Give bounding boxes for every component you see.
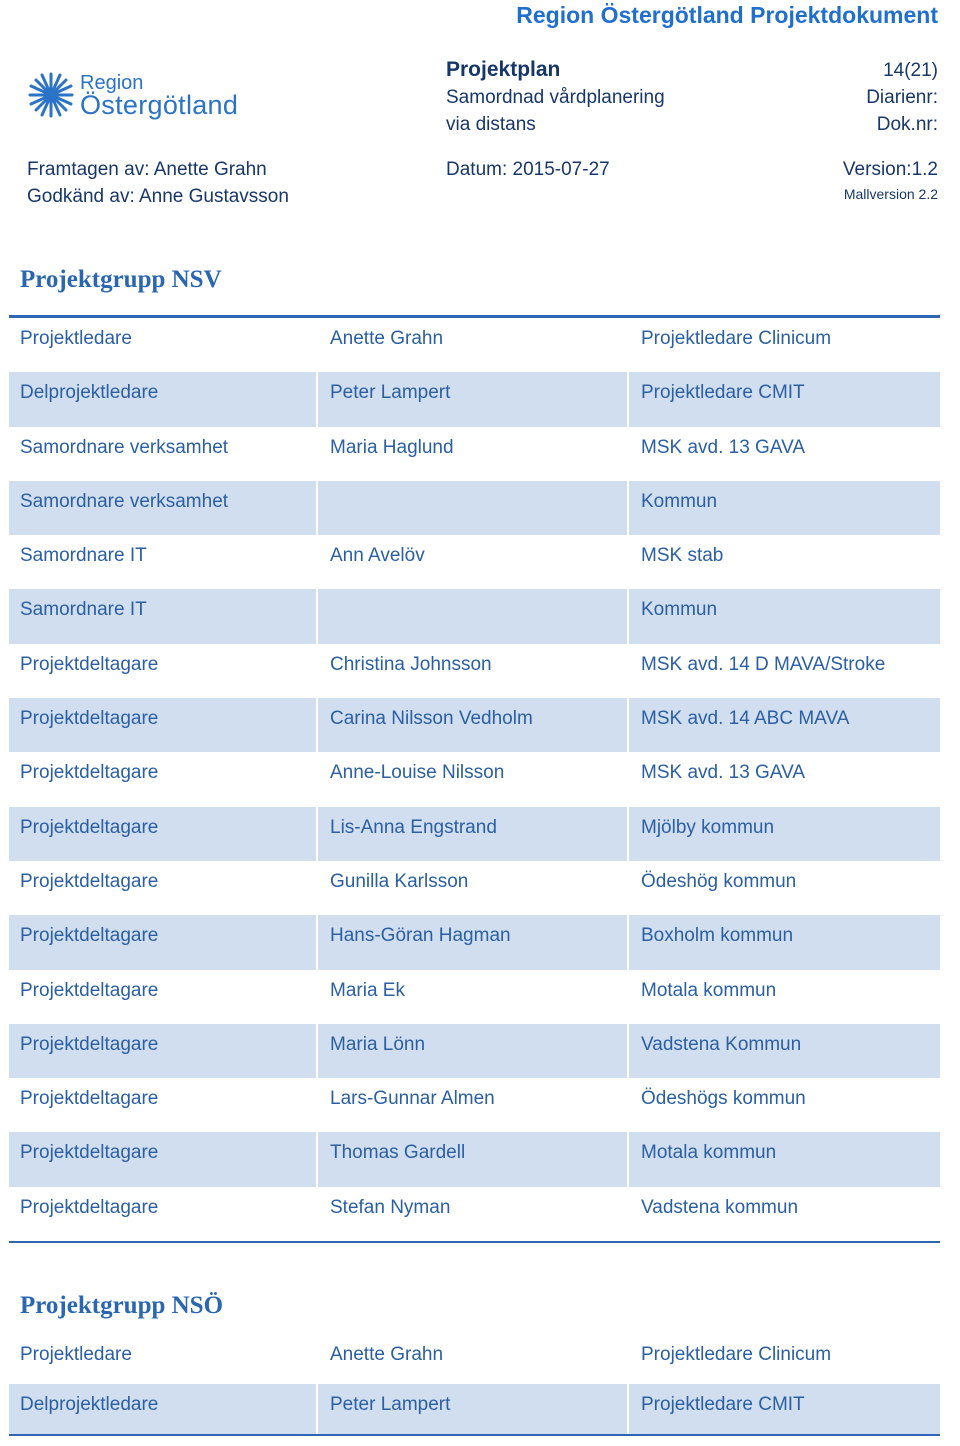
column-divider [316, 915, 318, 969]
unit-cell: MSK avd. 13 GAVA [641, 436, 806, 458]
role-cell: Samordnare verksamhet [20, 490, 229, 512]
unit-cell: Projektledare CMIT [641, 1394, 805, 1415]
doc-subject-line1: Samordnad vårdplanering [446, 87, 665, 108]
table-bottom-rule [9, 1434, 940, 1436]
name-cell: Carina Nilsson Vedholm [330, 708, 533, 730]
column-divider [316, 1024, 318, 1078]
role-cell: Samordnare IT [20, 545, 147, 567]
column-divider [316, 807, 318, 861]
unit-cell: MSK avd. 14 ABC MAVA [641, 708, 850, 730]
table-row [9, 589, 940, 643]
unit-cell: MSK stab [641, 545, 724, 567]
doc-subject-line2: via distans [446, 114, 536, 135]
name-cell: Anne-Louise Nilsson [330, 762, 505, 784]
column-divider [627, 807, 629, 861]
role-cell: Projektledare [20, 328, 132, 349]
role-cell: Delprojektledare [20, 382, 159, 404]
role-cell: Delprojektledare [20, 1394, 159, 1415]
diarienr-label: Diarienr: [866, 87, 938, 108]
section-title-nso: Projektgrupp NSÖ [20, 1292, 224, 1319]
table-row [9, 427, 940, 481]
godkand-av: Godkänd av: Anne Gustavsson [27, 186, 289, 207]
name-cell: Anette Grahn [330, 1344, 444, 1365]
name-cell: Christina Johnsson [330, 653, 492, 675]
doknr-label: Dok.nr: [876, 114, 938, 135]
datum: Datum: 2015-07-27 [446, 159, 610, 180]
version: Version:1.2 [842, 159, 938, 180]
column-divider [627, 481, 629, 535]
role-cell: Projektdeltagare [20, 816, 159, 838]
unit-cell: Ödeshög kommun [641, 870, 797, 892]
unit-cell: Motala kommun [641, 1142, 777, 1164]
name-cell: Maria Haglund [330, 436, 454, 458]
role-cell: Projektdeltagare [20, 708, 159, 730]
unit-cell: Vadstena kommun [641, 1196, 799, 1218]
column-divider [627, 589, 629, 643]
role-cell: Projektdeltagare [20, 1088, 159, 1110]
table-row [9, 970, 940, 1024]
column-divider [627, 915, 629, 969]
logo-text-ostergotland: Östergötland [80, 90, 239, 120]
unit-cell: Mjölby kommun [641, 816, 775, 838]
table-row [9, 1024, 940, 1078]
column-divider [316, 481, 318, 535]
table-row [9, 698, 940, 752]
column-divider [316, 698, 318, 752]
table-row [9, 318, 940, 372]
logo-text-region: Region [80, 72, 144, 94]
table-row [9, 1334, 940, 1384]
document-header-title: Region Östergötland Projektdokument [516, 2, 938, 28]
project-group-table-nso [9, 1334, 940, 1436]
role-cell: Samordnare IT [20, 599, 147, 621]
column-divider [627, 372, 629, 426]
role-cell: Projektdeltagare [20, 870, 159, 892]
role-cell: Projektdeltagare [20, 762, 159, 784]
role-cell: Projektdeltagare [20, 1142, 159, 1164]
table-row [9, 915, 940, 969]
role-cell: Projektdeltagare [20, 653, 159, 675]
mallversion: Mallversion 2.2 [843, 186, 938, 202]
project-group-table-nsv [9, 315, 940, 1243]
column-divider [627, 1024, 629, 1078]
name-cell: Stefan Nyman [330, 1196, 451, 1218]
unit-cell: Vadstena Kommun [641, 1033, 802, 1055]
name-cell: Lars-Gunnar Almen [330, 1088, 495, 1110]
role-cell: Projektdeltagare [20, 1033, 159, 1055]
role-cell: Samordnare verksamhet [20, 436, 229, 458]
table-row [9, 372, 940, 426]
table-row [9, 644, 940, 698]
name-cell: Thomas Gardell [330, 1142, 466, 1164]
role-cell: Projektdeltagare [20, 979, 159, 1001]
table-row [9, 535, 940, 589]
name-cell: Peter Lampert [330, 382, 451, 404]
name-cell: Gunilla Karlsson [330, 870, 469, 892]
region-logo [26, 66, 239, 126]
name-cell: Maria Lönn [330, 1033, 426, 1055]
table-row [9, 861, 940, 915]
column-divider [627, 1384, 629, 1434]
table-row [9, 1187, 940, 1241]
table-row [9, 1132, 940, 1186]
column-divider [316, 1384, 318, 1434]
unit-cell: Boxholm kommun [641, 925, 794, 947]
name-cell: Maria Ek [330, 979, 405, 1001]
role-cell: Projektdeltagare [20, 925, 159, 947]
unit-cell: Motala kommun [641, 979, 777, 1001]
name-cell: Peter Lampert [330, 1394, 451, 1415]
unit-cell: Ödeshögs kommun [641, 1088, 806, 1110]
table-row [9, 1078, 940, 1132]
table-row [9, 752, 940, 806]
framtagen-av: Framtagen av: Anette Grahn [27, 159, 267, 180]
column-divider [316, 372, 318, 426]
column-divider [627, 698, 629, 752]
table-bottom-rule [9, 1241, 940, 1243]
unit-cell: MSK avd. 13 GAVA [641, 762, 806, 784]
unit-cell: Projektledare CMIT [641, 382, 805, 404]
name-cell: Lis-Anna Engstrand [330, 816, 497, 838]
role-cell: Projektdeltagare [20, 1196, 159, 1218]
unit-cell: Kommun [641, 490, 718, 512]
section-title-nsv: Projektgrupp NSV [20, 266, 222, 293]
table-row [9, 1384, 940, 1434]
name-cell: Hans-Göran Hagman [330, 925, 511, 947]
column-divider [316, 589, 318, 643]
unit-cell: Kommun [641, 599, 718, 621]
unit-cell: Projektledare Clinicum [641, 328, 832, 349]
doc-type: Projektplan [446, 58, 561, 81]
region-emblem-icon [26, 70, 76, 120]
column-divider [627, 1132, 629, 1186]
name-cell: Ann Avelöv [330, 545, 425, 567]
name-cell: Anette Grahn [330, 328, 444, 349]
table-row [9, 481, 940, 535]
role-cell: Projektledare [20, 1344, 132, 1365]
table-row [9, 807, 940, 861]
unit-cell: Projektledare Clinicum [641, 1344, 832, 1365]
unit-cell: MSK avd. 14 D MAVA/Stroke [641, 653, 886, 675]
column-divider [316, 1132, 318, 1186]
page-number: 14(21) [883, 60, 938, 81]
